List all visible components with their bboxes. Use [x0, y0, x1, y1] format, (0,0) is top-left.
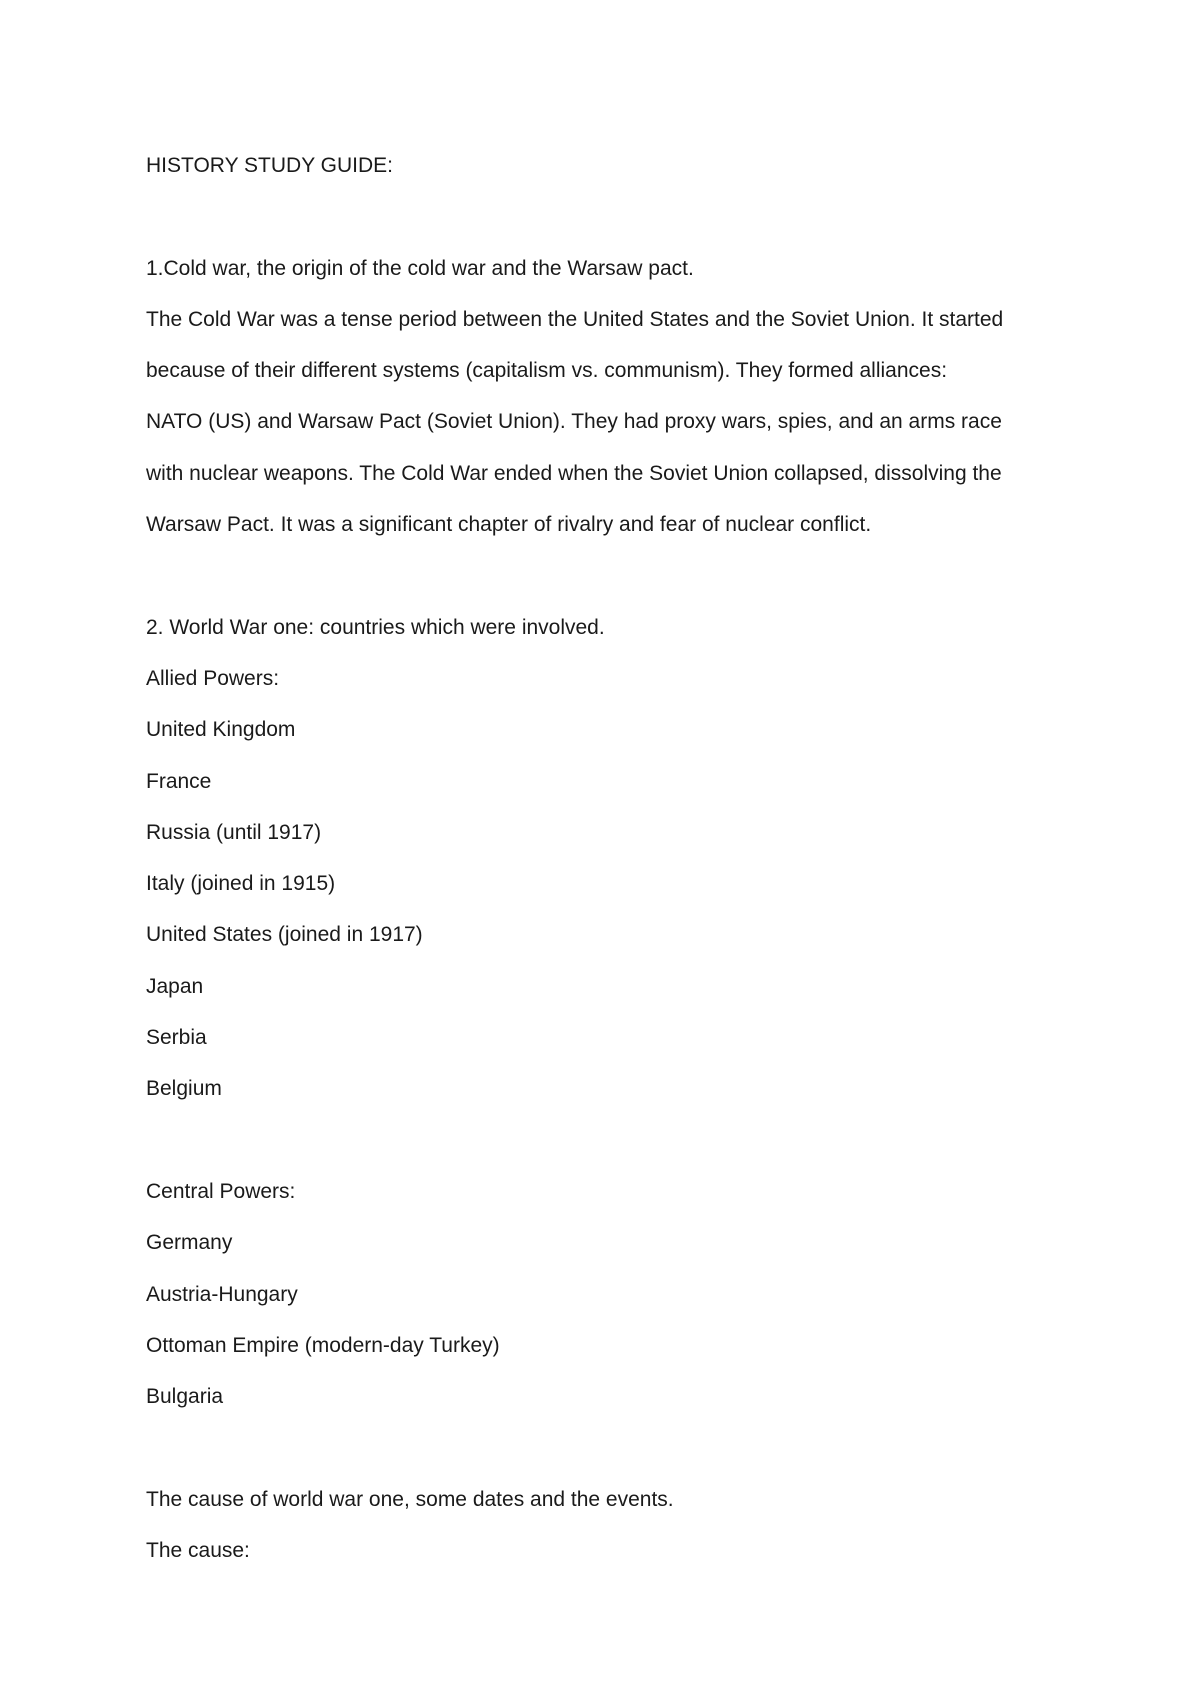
central-country: Germany — [146, 1231, 233, 1255]
spacer — [146, 191, 1086, 242]
allied-powers-label: Allied Powers: — [146, 666, 280, 690]
spacer — [146, 550, 1086, 601]
section1-paragraph-line: because of their different systems (capitalism vs. communism). They formed alliances: — [146, 359, 948, 383]
allied-country: United Kingdom — [146, 718, 296, 742]
section1-paragraph-line: Warsaw Pact. It was a significant chapter of rivalry and fear of nuclear conflict. — [146, 513, 872, 537]
central-powers-label: Central Powers: — [146, 1179, 296, 1203]
section3-heading: The cause of world war one, some dates and the events. — [146, 1487, 674, 1511]
allied-country: France — [146, 769, 212, 793]
central-country: Austria-Hungary — [146, 1282, 298, 1306]
central-country: Ottoman Empire (modern-day Turkey) — [146, 1333, 500, 1357]
spacer — [146, 1422, 1086, 1473]
section1-paragraph-line: with nuclear weapons. The Cold War ended when the Soviet Union collapsed, dissolving the — [146, 461, 1002, 485]
section1-paragraph-line: The Cold War was a tense period between the United States and the Soviet Union. It started — [146, 307, 1004, 331]
allied-country: United States (joined in 1917) — [146, 923, 423, 947]
section1-paragraph-line: NATO (US) and Warsaw Pact (Soviet Union). They had proxy wars, spies, and an arms race — [146, 410, 1002, 434]
spacer — [146, 1115, 1086, 1166]
allied-country: Japan — [146, 974, 204, 998]
central-country: Bulgaria — [146, 1385, 224, 1409]
allied-country: Belgium — [146, 1077, 222, 1101]
cause-label: The cause: — [146, 1539, 250, 1563]
section2-heading: 2. World War one: countries which were involved. — [146, 615, 605, 639]
allied-country: Russia (until 1917) — [146, 820, 322, 844]
document-body — [146, 140, 1086, 1576]
allied-country: Italy (joined in 1915) — [146, 872, 336, 896]
document-title: HISTORY STUDY GUIDE: — [146, 154, 394, 177]
allied-country: Serbia — [146, 1026, 207, 1050]
section1-heading: 1.Cold war, the origin of the cold war and the Warsaw pact. — [146, 256, 694, 280]
